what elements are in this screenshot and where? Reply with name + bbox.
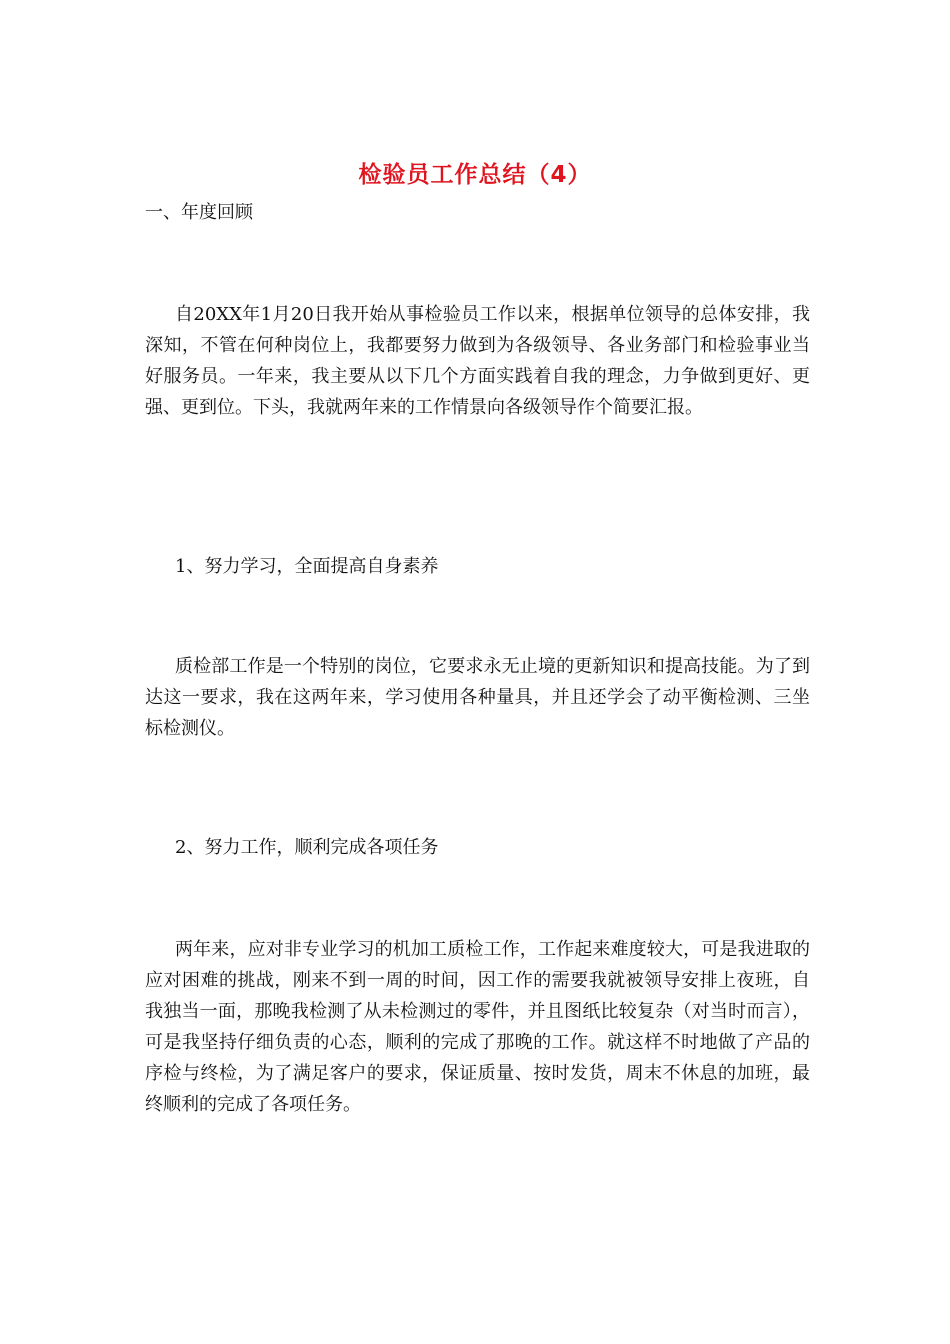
paragraph-2: 质检部工作是一个特别的岗位，它要求永无止境的更新知识和提高技能。为了到达这一要求，我在这两年来，学习使用各种量具，并且还学会了动平衡检测、三坐标检测仪。 [145, 656, 810, 739]
subheading-2: 2、努力工作，顺利完成各项任务 [175, 837, 439, 858]
document-title: 检验员工作总结（4） [358, 162, 592, 188]
section-heading: 一、年度回顾 [145, 202, 253, 223]
paragraph-3: 两年来，应对非专业学习的机加工质检工作，工作起来难度较大，可是我进取的应对困难的挑战，刚来不到一周的时间，因工作的需要我就被领导安排上夜班，自我独当一面，那晚我检测了从未检测过的零件，并且图纸比较复杂（对当时而言），可是我坚持仔细负责的心态，顺利的完成了那晚的工作。就这样不时地做了产品的序检与终检，为了满足客户的要求，保证质量、按时发货，周末不休息的加班，最终顺利的完成了各项任务。 [145, 939, 810, 1115]
paragraph-1: 自20XX年1月20日我开始从事检验员工作以来，根据单位领导的总体安排，我深知，不管在何种岗位上，我都要努力做到为各级领导、各业务部门和检验事业当好服务员。一年来，我主要从以下几个方面实践着自我的理念，力争做到更好、更强、更到位。下头，我就两年来的工作情景向各级领导作个简要汇报。 [145, 304, 810, 418]
subheading-1: 1、努力学习，全面提高自身素养 [175, 556, 439, 577]
